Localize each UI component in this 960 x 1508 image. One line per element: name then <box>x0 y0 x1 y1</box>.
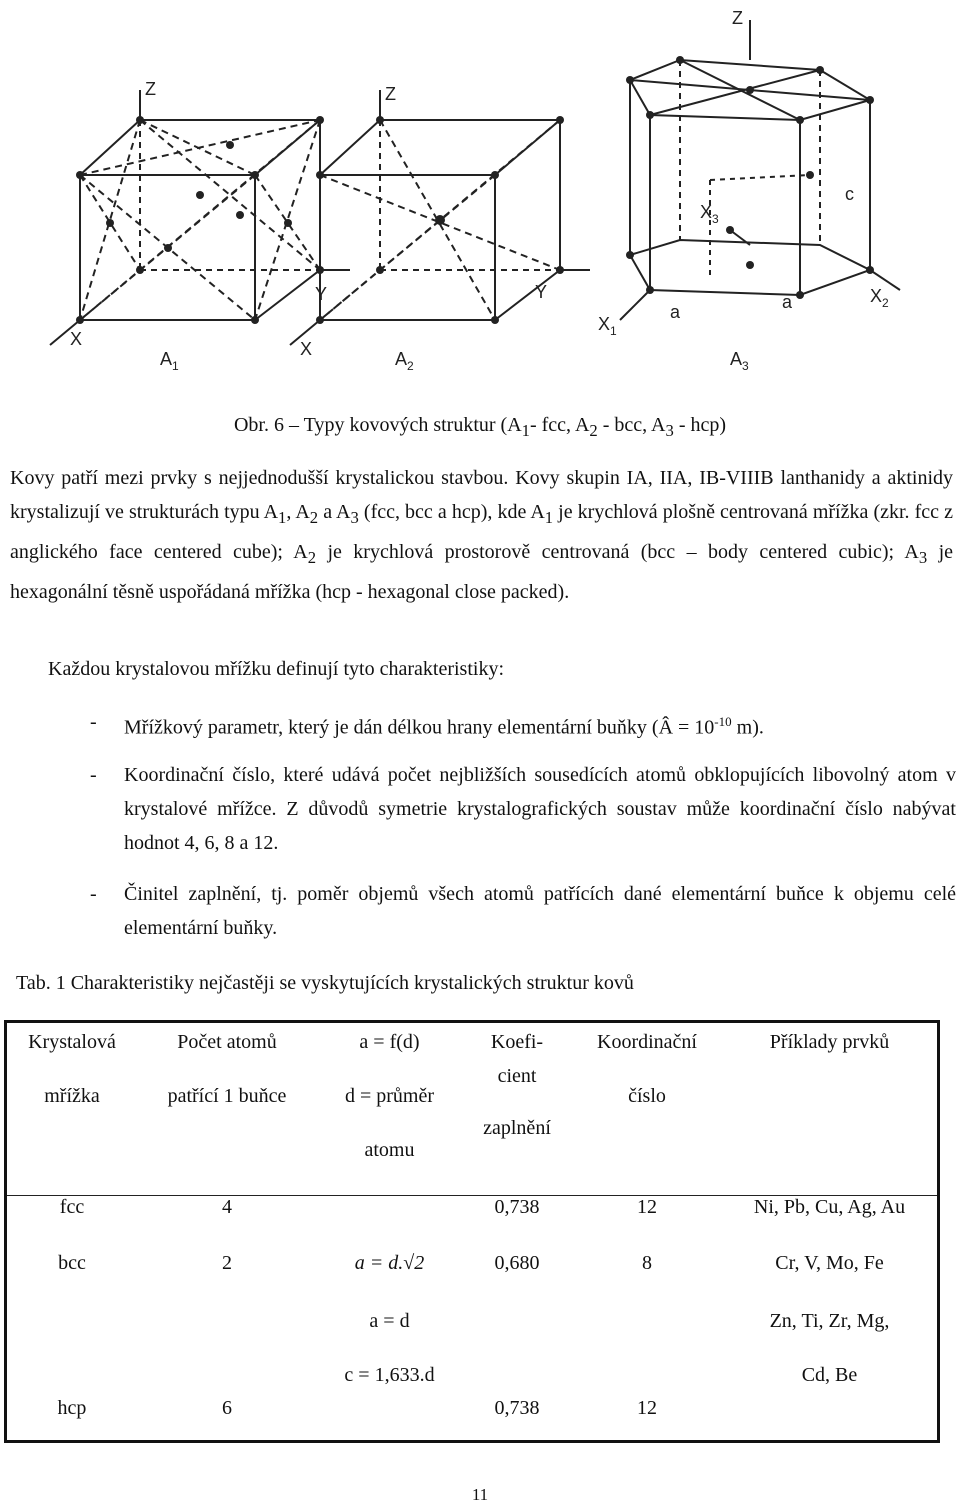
fig-y-label-a1: Y <box>315 284 328 304</box>
intro-paragraph: Kovy patří mezi prvky s nejjednodušší krystalickou stavbou. Kovy skupin IA, IIA, IB-VIIIB lanthanidy a aktinidy krystalizují ve strukturách typu $A_1$, $A_2$ a $A_3$ (fcc, bcc a hcp), kde $A_1$ je krychlová plošně centrovaná mřížka (zkr. fcc z anglického face centered cube); $A_2$ je krychlová prostorově centrovaná (bcc – body centered cubic); $A_3$ je hexagonální těsně uspořádaná mřížka (hcp - hexagonal close packed). <box>10 467 954 603</box>
fig-x2-label: $X_2$ <box>870 286 889 310</box>
crystal-structures-figure <box>30 0 930 390</box>
cell-coefficient: 0,738 <box>494 1397 540 1419</box>
bullet-lattice-parameter: Mřížkový parametr, který je dán délkou hrany elementární buňky (Â = $10^{-10}$ m). <box>124 714 764 739</box>
fig-z-label-a2: Z <box>385 84 396 104</box>
fig-a2-label: $A_2$ <box>395 349 414 373</box>
fcc-cube <box>50 90 350 345</box>
bullet-dash-1: - <box>90 711 97 733</box>
cell-coordination: 12 <box>637 1397 657 1419</box>
fig-x3-label: $X_3$ <box>700 202 719 226</box>
fig-x-label-a2: X <box>300 339 313 359</box>
crystal-diagram <box>30 0 930 390</box>
fig-c-label: c <box>845 184 854 204</box>
cell-formula <box>317 1196 462 1253</box>
cell-coordination: 12 <box>637 1196 657 1218</box>
fig-x1-label: $X_1$ <box>598 314 617 338</box>
bullet-packing-factor: Činitel zaplnění, tj. poměr objemů všech atomů patřících dané elementární buňce k objemu celé elementární buňky. <box>124 883 956 939</box>
cell-lattice: hcp <box>57 1397 87 1419</box>
fig-z-label-a1: Z <box>145 79 156 99</box>
cell-coefficient: 0,680 <box>494 1252 540 1274</box>
cell-examples: Zn, Ti, Zr, Mg, Cd, Be <box>769 1310 890 1386</box>
fig-x-label-a1: X <box>70 329 83 349</box>
header-formula: a = f(d) d = průměr atomu <box>317 1022 462 1196</box>
cell-examples: Cr, V, Mo, Fe <box>775 1252 884 1274</box>
cell-atoms: 4 <box>222 1196 232 1218</box>
fig-a3-label: $A_3$ <box>730 349 749 373</box>
cell-formula: a = d c = 1,633.d <box>344 1310 435 1386</box>
page-number: 11 <box>471 1485 489 1504</box>
fig-a-label-right: a <box>782 292 793 312</box>
cell-lattice: fcc <box>59 1196 85 1218</box>
header-atoms: Počet atomů patřící 1 buňce <box>137 1022 317 1196</box>
cell-lattice: bcc <box>58 1252 86 1274</box>
bullet-coordination-number: Koordinační číslo, které udává počet nejbližších sousedících atomů obklopujících libovolný atom v krystalové mřížce. Z důvodů symetrie krystalografických soustav může koordinační číslo nabývat hodnot 4, 6, 8 a 12. <box>124 764 956 854</box>
header-coefficient: Koefi- cient zaplnění <box>462 1022 572 1196</box>
table-row-fcc <box>6 1196 939 1253</box>
structures-table <box>4 1020 940 1443</box>
bullet-dash-2: - <box>90 764 97 786</box>
header-examples: Příklady prvků <box>722 1022 939 1196</box>
cell-atoms: 2 <box>222 1252 232 1274</box>
figure-caption: Obr. 6 – Typy kovových struktur ($A_1-$ fcc, $A_2$ - bcc, $A_3 - hcp$) <box>233 414 727 440</box>
fig-a-label-left: a <box>670 302 681 322</box>
header-lattice: Krystalová mřížka <box>6 1022 138 1196</box>
table-header-row <box>6 1022 939 1196</box>
lead-sentence: Každou krystalovou mřížku definují tyto charakteristiky: <box>48 658 504 680</box>
table-row-bcc <box>6 1252 939 1308</box>
fig-a1-label: $A_1$ <box>160 349 179 373</box>
cell-coordination: 8 <box>642 1252 652 1274</box>
cell-atoms: 6 <box>222 1397 232 1419</box>
header-coordination: Koordinační číslo <box>572 1022 722 1196</box>
fig-y-label-a2: Y <box>535 282 548 302</box>
cell-examples: Ni, Pb, Cu, Ag, Au <box>753 1196 906 1218</box>
fig-z-label-a3: Z <box>732 8 743 28</box>
cell-coefficient: 0,738 <box>494 1196 540 1218</box>
table-row-hcp <box>6 1308 939 1442</box>
table-caption: Tab. 1 Charakteristiky nejčastěji se vyskytujících krystalických struktur kovů <box>16 972 634 994</box>
hcp-prism <box>620 20 900 320</box>
bullet-dash-3: - <box>90 883 97 905</box>
cell-formula: a = d.√2 <box>354 1252 425 1274</box>
